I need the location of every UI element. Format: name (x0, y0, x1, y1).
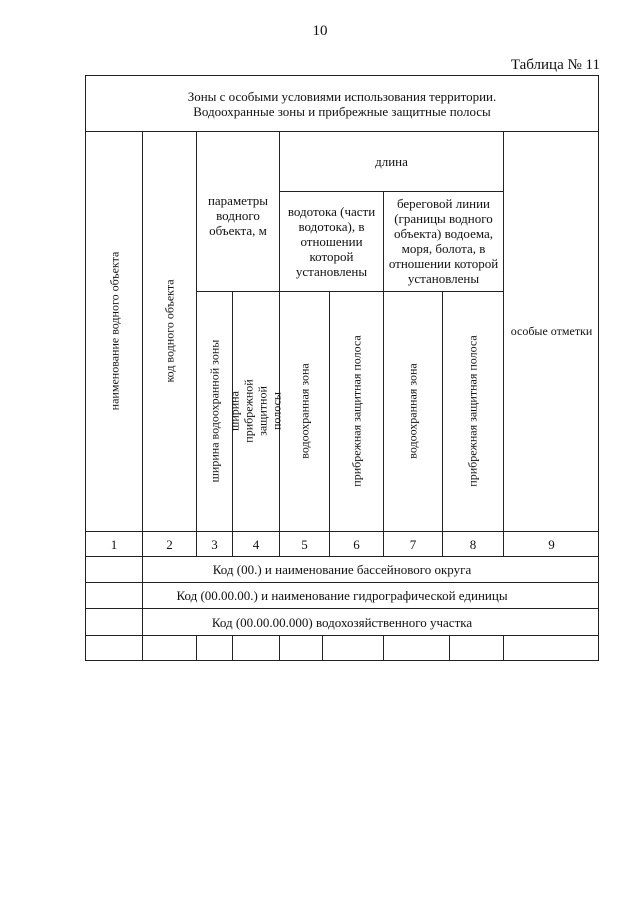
column-number: 5 (301, 536, 308, 552)
header-shoreline-group: береговой линии (границы водного объекта) водоема, моря, болота, в отношении которой установлены (388, 196, 499, 286)
empty-row-cell-border (503, 635, 504, 661)
column-number: 9 (548, 536, 555, 552)
column-number: 1 (110, 536, 118, 552)
empty-row-cell-border (196, 635, 197, 661)
table-title-line1: Зоны с особыми условиями использования территории. (187, 89, 497, 104)
header-coastal-strip-a: прибрежная защитная полоса (349, 335, 364, 487)
table-title-line2: Водоохранные зоны и прибрежные защитные полосы (193, 104, 491, 119)
section-row-water-area: Код (00.00.00.000) водохозяйственного участка (211, 614, 473, 630)
empty-row-cell-border (279, 635, 280, 661)
column-number: 7 (409, 536, 417, 552)
column-number: 6 (353, 536, 360, 552)
empty-row-cell-border (449, 635, 450, 661)
length-divider (279, 191, 503, 192)
empty-row-cell-border (232, 635, 233, 661)
header-width-water-zone: ширина водоохранной зоны (207, 339, 222, 483)
header-water-zone-b: водоохранная зона (406, 363, 421, 459)
header-length-group: длина (375, 153, 408, 169)
section-divider (85, 635, 599, 636)
header-object-name: наименование водного объекта (107, 251, 122, 411)
table-title (86, 78, 598, 130)
column-number: 2 (166, 536, 173, 552)
column-number: 4 (252, 536, 260, 552)
empty-row-cell-border (322, 635, 323, 661)
header-params-group: параметры водного объекта, м (207, 192, 269, 238)
empty-row-cell-border (383, 635, 384, 661)
table-label: Таблица № 11 (510, 57, 600, 73)
header-watercourse-group: водотока (части водотока), в отношении которой установлены (287, 203, 376, 279)
header-coastal-strip-b: прибрежная защитная полоса (466, 335, 480, 487)
column-number: 3 (211, 536, 218, 552)
column-number: 8 (469, 536, 477, 552)
header-special-notes: особые отметки (510, 324, 593, 338)
header-width-coastal-strip: ширина прибрежной защитной полосы (228, 379, 284, 443)
header-water-zone-a: водоохранная зона (297, 363, 312, 459)
page-number: 10 (312, 22, 328, 39)
section-row-basin: Код (00.) и наименование бассейнового округа (212, 562, 472, 577)
section-row-hydro-unit: Код (00.00.00.) и наименование гидрографической единицы (176, 588, 508, 603)
header-object-code: код водного объекта (162, 279, 177, 383)
